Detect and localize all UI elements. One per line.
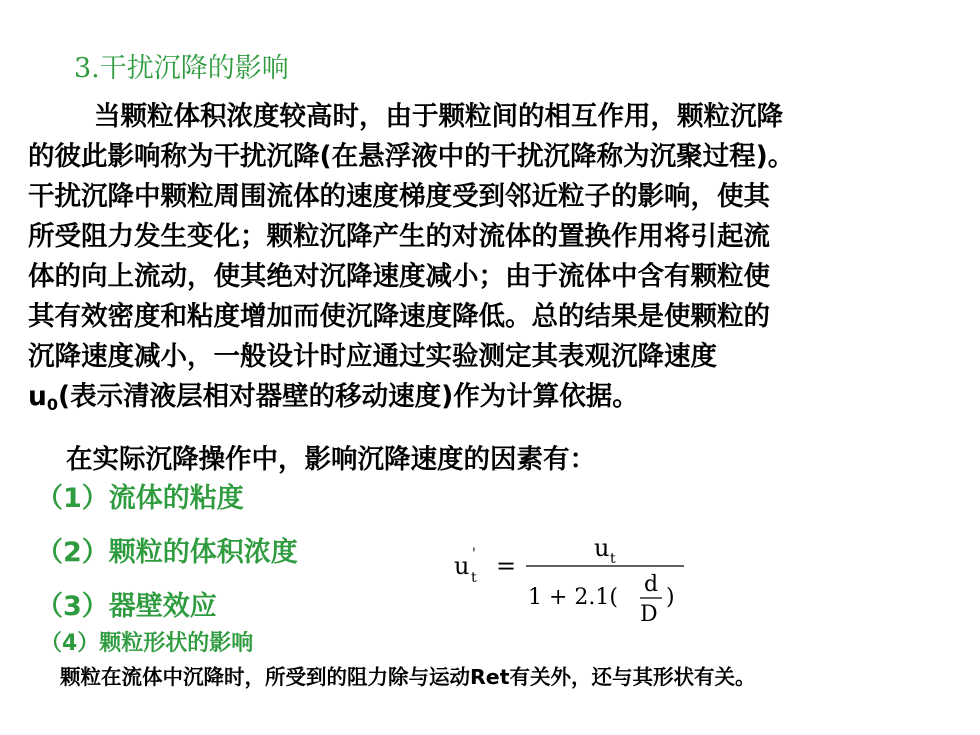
factors-intro: 在实际沉降操作中，影响沉降速度的因素有： (66, 444, 596, 475)
wall-effect-formula (448, 530, 698, 630)
formula-num-sub: t (610, 551, 616, 567)
paragraph-line: 干扰沉降中颗粒周围流体的速度梯度受到邻近粒子的影响，使其 (28, 181, 770, 212)
formula-lhs-sub: t (471, 570, 477, 586)
paragraph-line: 当颗粒体积浓度较高时，由于颗粒间的相互作用，颗粒沉降 (94, 101, 783, 132)
section-heading: 3.干扰沉降的影响 (74, 53, 289, 84)
paragraph-line: 沉降速度减小，一般设计时应通过实验测定其表观沉降速度 (28, 341, 717, 372)
paragraph-line: 其有效密度和粘度增加而使沉降速度降低。总的结果是使颗粒的 (28, 301, 770, 332)
formula-inner-den: D (640, 602, 658, 627)
formula-lhs-prime: ' (472, 546, 476, 562)
formula-inner-num: d (644, 572, 659, 597)
factor-item-wall-effect: （3）器壁效应 (36, 591, 217, 622)
formula-num-var: u (594, 534, 610, 562)
paragraph-last-line-text: (表示清液层相对器壁的移动速度)作为计算依据。 (58, 381, 639, 412)
paragraph-line: 的彼此影响称为干扰沉降(在悬浮液中的干扰沉降称为沉聚过程)。 (28, 141, 795, 172)
settling-velocity-subscript: 0 (46, 395, 59, 414)
settling-velocity-var: u (28, 381, 47, 412)
formula-lhs-var: u (454, 552, 470, 580)
shape-note: 颗粒在流体中沉降时，所受到的阻力除与运动Ret有关外，还与其形状有关。 (60, 665, 756, 689)
factor-item-particle-shape: （4）颗粒形状的影响 (40, 631, 254, 656)
body-paragraph (28, 97, 958, 417)
formula-den-suffix: ) (666, 585, 675, 610)
paragraph-line: 体的向上流动，使其绝对沉降速度减小；由于流体中含有颗粒使 (28, 261, 770, 292)
factor-item-concentration: （2）颗粒的体积浓度 (36, 537, 298, 568)
formula-den-prefix: 1 + 2.1( (528, 585, 618, 610)
formula-equals: = (496, 552, 517, 580)
paragraph-line: 所受阻力发生变化；颗粒沉降产生的对流体的置换作用将引起流 (28, 221, 770, 252)
factor-item-viscosity: （1）流体的粘度 (36, 483, 244, 514)
paragraph-last-line (28, 377, 958, 417)
